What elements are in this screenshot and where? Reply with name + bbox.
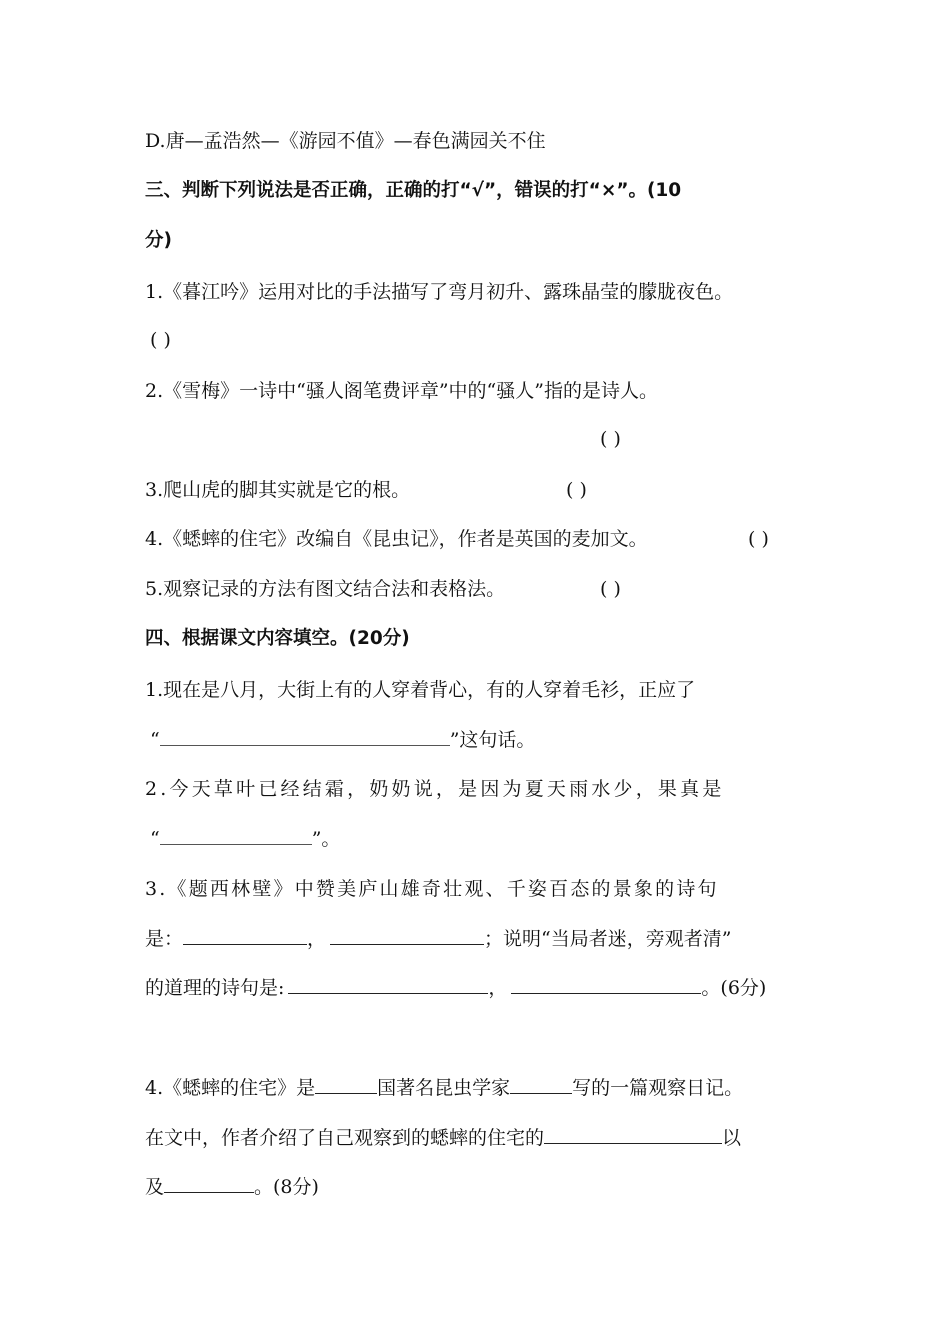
s4-q4-l2-a: 在文中，作者介绍了自己观察到的蟋蟀的住宅的 xyxy=(145,1127,545,1149)
s3-item-1: 1.《暮江吟》运用对比的手法描写了弯月初升、露珠晶莹的朦胧夜色。 xyxy=(145,281,734,303)
s4-q1-line1: 1.现在是八月，大街上有的人穿着背心，有的人穿着毛衫，正应了 xyxy=(145,679,696,701)
s4-q1-close: ”这句话。 xyxy=(449,729,536,751)
s4-q3-line1: 3.《题西林壁》中赞美庐山雄奇壮观、千姿百态的景象的诗句 xyxy=(145,878,719,900)
s4-q3-l2-suffix: ；说明“当局者迷，旁观者清” xyxy=(484,928,732,950)
s4-q2-close: ”。 xyxy=(311,828,341,850)
s4-q4-l1-c: 写的一篇观察日记。 xyxy=(572,1077,744,1099)
section4-heading: 四、根据课文内容填空。(20分) xyxy=(145,628,410,649)
s4-q2-blank[interactable] xyxy=(160,826,312,845)
section3-heading-line1: 三、判断下列说法是否正确，正确的打“√”，错误的打“×”。(10 xyxy=(145,180,682,201)
s4-q4-l3-b: 。(8分) xyxy=(254,1176,319,1198)
section3-heading-line2: 分) xyxy=(145,230,172,251)
s3-item-3-paren[interactable]: ( ) xyxy=(566,479,587,501)
s4-q3-l3-suffix: 。(6分) xyxy=(701,977,767,999)
s4-q3-blank-1[interactable] xyxy=(183,926,307,945)
s4-q3-line3 xyxy=(145,975,766,1001)
s4-q1-blank[interactable] xyxy=(160,727,450,746)
s3-item-1-paren[interactable]: ( ) xyxy=(150,329,171,351)
s4-q3-blank-3[interactable] xyxy=(288,975,488,994)
s4-q4-blank-2[interactable] xyxy=(510,1075,572,1094)
s3-item-3: 3.爬山虎的脚其实就是它的根。 xyxy=(145,479,411,501)
s4-q3-l3-prefix: 的道理的诗句是: xyxy=(145,977,285,999)
s4-q4-l1-a: 4.《蟋蟀的住宅》是 xyxy=(145,1077,316,1099)
s4-q3-blank-4[interactable] xyxy=(511,975,701,994)
s4-q4-l2-b: 以 xyxy=(722,1127,742,1149)
s4-q2-line2 xyxy=(150,826,340,852)
s3-item-2: 2.《雪梅》一诗中“骚人阁笔费评章”中的“骚人”指的是诗人。 xyxy=(145,380,658,402)
option-d: D.唐—孟浩然—《游园不值》—春色满园关不住 xyxy=(145,130,546,152)
s4-q3-comma-1: ， xyxy=(307,928,327,950)
s4-q4-line3 xyxy=(145,1174,319,1200)
s3-item-2-paren[interactable]: ( ) xyxy=(600,428,621,450)
s4-q4-blank-4[interactable] xyxy=(164,1174,254,1193)
s4-q1-line2 xyxy=(150,727,535,753)
s4-q2-line1: 2.今天草叶已经结霜，奶奶说，是因为夏天雨水少，果真是 xyxy=(145,778,725,800)
s4-q3-blank-2[interactable] xyxy=(330,926,484,945)
s4-q4-line2 xyxy=(145,1125,741,1151)
s4-q3-l2-prefix: 是： xyxy=(145,928,184,950)
s4-q3-line2 xyxy=(145,926,731,952)
s4-q1-open-quote: “ xyxy=(150,729,160,751)
s3-item-4: 4.《蟋蟀的住宅》改编自《昆虫记》，作者是英国的麦加文。 xyxy=(145,528,648,550)
s3-item-5-paren[interactable]: ( ) xyxy=(600,578,621,600)
s3-item-5: 5.观察记录的方法有图文结合法和表格法。 xyxy=(145,578,506,600)
s4-q4-l1-b: 国著名昆虫学家 xyxy=(377,1077,511,1099)
s4-q2-open-quote: “ xyxy=(150,828,160,850)
s4-q4-line1 xyxy=(145,1075,743,1101)
s4-q4-l3-a: 及 xyxy=(145,1176,165,1198)
s3-item-4-paren[interactable]: ( ) xyxy=(748,528,769,550)
s4-q3-comma-2: ， xyxy=(488,977,508,999)
s4-q4-blank-3[interactable] xyxy=(544,1125,722,1144)
s4-q4-blank-1[interactable] xyxy=(315,1075,377,1094)
